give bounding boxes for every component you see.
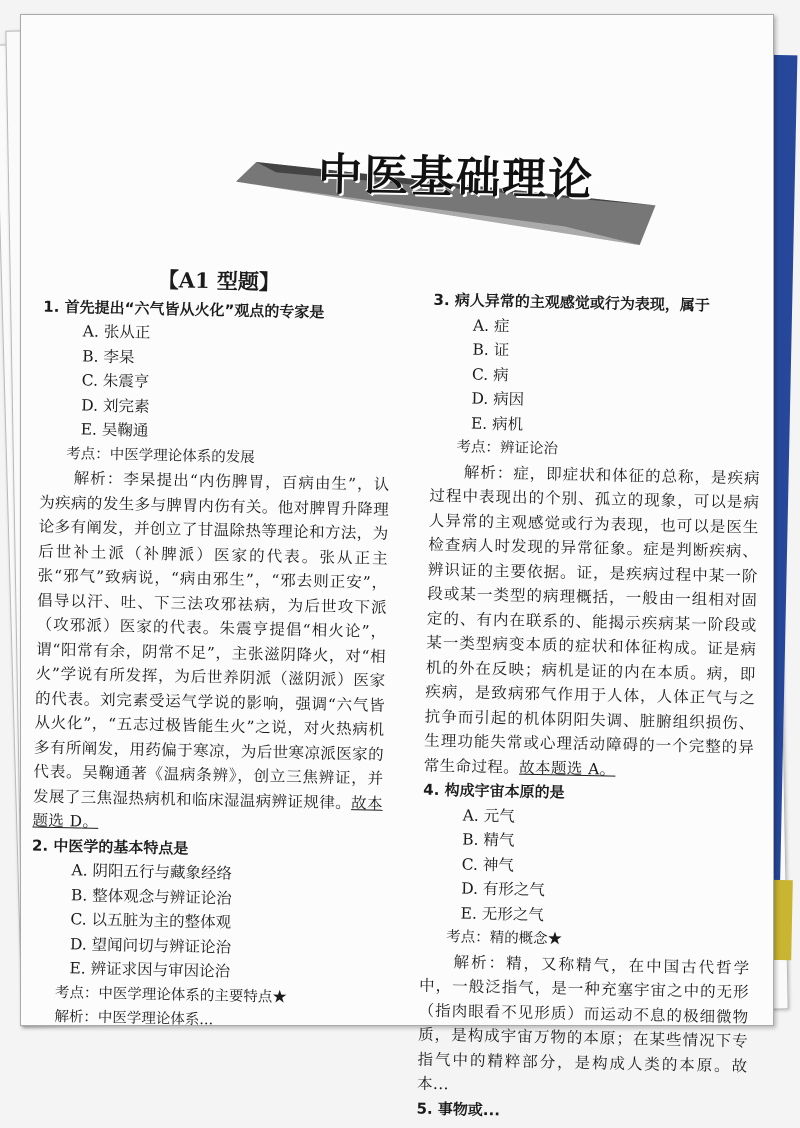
key-point: 考点：中医学理论体系的主要特点★ [54,984,288,1006]
answer: 故本题选 A。 [518,758,616,779]
page-title: 中医基础理论 [317,149,595,207]
left-column [28,266,394,1037]
explanation: 解析：精，又称精气，在中国古代哲学中，一般泛指气，是一种充塞宇宙之中的无形（指肉眼看不见形质）而运动不息的极细微物质，是构成宇宙万物的本原；在某些情况下专指气中的精粹部分，是构成人类的本原。故本... [416,952,750,1094]
option: B. 李杲 [82,346,135,366]
option: D. 望闻问切与辨证论治 [69,934,232,957]
option: C. 神气 [461,854,515,875]
explanation: 解析：李杲提出“内伤脾胃，百病由生”，认为疾病的发生多与脾胃内伤有关。他对脾胃升降理论多有阐发，并创立了甘温除热等理论和方法，为后世补土派（补脾派）医家的代表。张从正主张“邪气”致病说，“病由邪生”，“邪去则正安”，倡导以汗、吐、下三法攻邪祛病，为后世攻下派（攻邪派）医家的代表。朱震亨提倡“相火论”，谓“阳常有余，阴常不足”，主张滋阴降火，对“相火”学说有所发挥，为后世养阴派（滋阴派）医家的代表。刘完素受运气学说的影响，强调“六气皆从火化”，“五志过极皆能生火”之说，对火热病机多有所阐发，用药偏于寒凉，为后世寒凉派医家的代表。吴鞠通著《温病条辨》，创立三焦辨证，并发展了三焦湿热病机和临床湿温病辨证规律。故本题选 D。 [32,469,390,831]
option: D. 刘完素 [81,395,150,416]
option: C. 以五脏为主的整体观 [70,910,232,932]
question-stem: 2. 中医学的基本特点是 [31,835,189,858]
key-point: 考点：辨证论治 [456,439,559,458]
answer: 故本题选 D。 [32,793,384,831]
key-point: 考点：精的概念★ [445,929,563,948]
question-stem: 5. 事物或... [416,1099,501,1119]
option: E. 吴鞠通 [80,420,149,440]
key-point: 考点：中医学理论体系的发展 [66,445,255,466]
option: B. 证 [472,340,510,360]
section-heading: 【A1 型题】 [157,266,281,295]
option: A. 元气 [462,805,515,826]
option: B. 精气 [462,830,515,850]
option: E. 辨证求因与审因论治 [69,959,231,981]
option: D. 病因 [471,389,525,409]
document-page [20,14,774,1119]
option: C. 朱震亨 [81,371,150,391]
option: E. 无形之气 [460,903,545,924]
option: A. 症 [472,316,510,335]
option: A. 阴阳五行与藏象经络 [71,861,233,883]
question-stem: 3. 病人异常的主观感觉或行为表现，属于 [433,290,710,315]
right-column [416,288,763,1128]
option: D. 有形之气 [460,879,546,900]
option: B. 整体观念与辨证论治 [70,885,232,908]
option: A. 张从正 [82,322,151,342]
question-stem: 1. 首先提出“六气皆从火化”观点的专家是 [43,297,325,321]
option: C. 病 [471,365,509,384]
explanation: 解析：中医学理论体系... [54,1008,214,1029]
explanation: 解析：症，即症状和体征的总称，是疾病过程中表现出的个别、孤立的现象，可以是病人异常的主观感觉或行为表现，也可以是医生检查病人时发现的异常征象。症是判断疾病、辨识证的主要依据。证，是疾病过程中某一阶段或某一类型的病理概括，一般由一组相对固定的、有内在联系的、能揭示疾病某一阶段或某一类型病变本质的症状和体征构成。证是病机的外在反映；病机是证的内在本质。病，即疾病，是致病邪气作用于人体，人体正气与之抗争而引起的机体阴阳失调、脏腑组织损伤、生理功能失常或心理活动障碍的一个完整的异常生命过程。故本题选 A。 [423,462,761,779]
question-stem: 4. 构成宇宙本原的是 [423,780,565,802]
option: E. 病机 [470,414,524,434]
